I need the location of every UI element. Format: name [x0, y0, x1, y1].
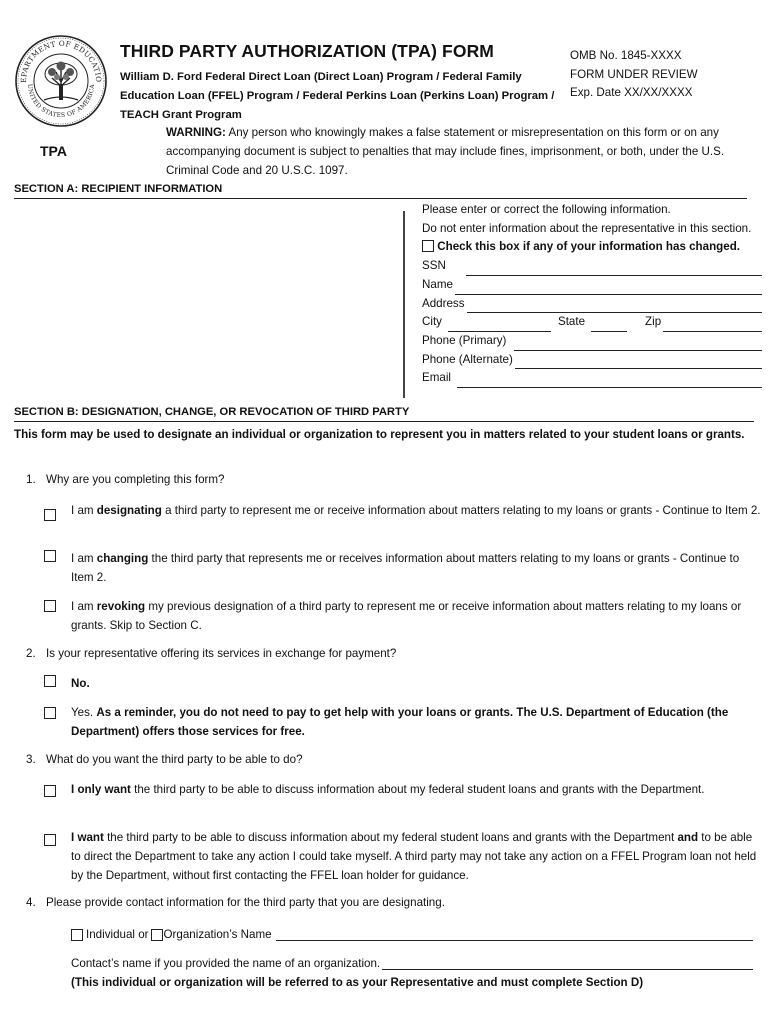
q3-opt2-keyword: I want [71, 831, 104, 844]
warning-text [166, 123, 756, 180]
question-4 [26, 896, 445, 909]
zip-input[interactable] [663, 319, 762, 332]
department-seal [14, 34, 108, 128]
organization-name-label: Organization’s Name [163, 928, 272, 941]
recipient-instruction-1: Please enter or correct the following information. [422, 203, 671, 216]
city-label: City [422, 315, 442, 329]
section-b-intro: This form may be used to designate an individual or organization to represent you in matters related to your student loans or grants. [14, 428, 745, 441]
section-a-rule [14, 198, 747, 199]
q1-opt1-keyword: designating [96, 504, 162, 517]
info-changed-checkbox[interactable] [422, 240, 434, 252]
q1-revoking-label [71, 597, 761, 635]
q2-yes-label [71, 703, 761, 741]
q2-no-label: No. [71, 677, 90, 690]
q1-revoking-checkbox[interactable] [44, 600, 56, 612]
city-input[interactable] [448, 319, 551, 332]
form-code: TPA [40, 143, 67, 159]
form-status: FORM UNDER REVIEW [570, 67, 698, 81]
q1-designating-checkbox[interactable] [44, 509, 56, 521]
q3-discuss-only-label [71, 780, 761, 799]
q1-opt3-keyword: revoking [96, 600, 146, 613]
q1-opt1-rest: a third party to represent me or receive information about matters relating to my loans or grants - Continue to Item 2. [161, 504, 761, 517]
info-changed-row [422, 238, 762, 257]
question-1 [26, 473, 225, 486]
name-label: Name [422, 277, 453, 291]
q3-discuss-and-act-checkbox[interactable] [44, 834, 56, 846]
question-2 [26, 647, 396, 660]
omb-number: OMB No. 1845-XXXX [570, 49, 682, 62]
phone-alternate-row [422, 351, 762, 370]
phone-primary-input[interactable] [514, 338, 762, 351]
q1-opt1-prefix: I am [71, 504, 97, 517]
ssn-input[interactable] [466, 263, 762, 276]
q1-changing-checkbox[interactable] [44, 550, 56, 562]
organization-checkbox[interactable] [151, 929, 163, 941]
individual-checkbox[interactable] [71, 929, 83, 941]
name-field-row [422, 276, 762, 295]
q2-no-checkbox[interactable] [44, 675, 56, 687]
email-input[interactable] [457, 375, 762, 388]
expiration-date: Exp. Date XX/XX/XXXX [570, 86, 693, 99]
svg-text:DEPARTMENT OF EDUCATION: EPARTMENT OF EDUCATIO [18, 38, 104, 84]
q1-opt2-prefix: I am [71, 552, 97, 565]
representative-name-row [71, 928, 753, 941]
question-1-number: 1. [26, 473, 36, 486]
recipient-info-block [422, 201, 762, 388]
q2-yes-prefix: Yes. [71, 706, 97, 719]
warning-body: Any person who knowingly makes a false statement or misrepresentation on this form or on any accompanying document is subject to penalties that may include fines, imprisonment, or both, under the U.S. Criminal Code and 20 U.S.C. 1097. [166, 126, 725, 177]
state-input[interactable] [591, 319, 627, 332]
q3-opt2-and: and [677, 831, 699, 844]
name-input[interactable] [455, 282, 762, 295]
q1-opt2-rest: the third party that represents me or receives information about matters relating to my loans or grants - Continue to Item 2. [71, 552, 740, 584]
question-3-number: 3. [26, 753, 36, 766]
q3-opt2-part2: to be able to direct the Department to take any action I could take myself. A third party may not take any action on a FFEL Program loan not held by the Department, without first contacting the FFEL loan holder for guidance. [71, 831, 757, 882]
svg-text:UNITED STATES OF AMERICA: UNITED STATES OF AMERICA [25, 83, 97, 120]
email-label: Email [422, 371, 451, 385]
contact-name-input[interactable] [382, 957, 753, 970]
question-3-text: What do you want the third party to be able to do? [46, 753, 303, 766]
question-2-number: 2. [26, 647, 36, 660]
warning-label: WARNING: [166, 126, 226, 139]
contact-name-label: Contact’s name if you provided the name of an organization. [71, 957, 381, 970]
q3-opt2-part1: the third party to be able to discuss information about my federal student loans and grants with the Department [103, 831, 678, 844]
q3-opt1-rest: the third party to be able to discuss information about my federal student loans and grants with the Department. [130, 783, 705, 796]
q1-designating-label [71, 501, 761, 520]
phone-primary-label: Phone (Primary) [422, 333, 507, 347]
form-title: THIRD PARTY AUTHORIZATION (TPA) FORM [120, 41, 494, 61]
question-4-text: Please provide contact information for the third party that you are designating. [46, 896, 445, 909]
ssn-label: SSN [422, 259, 446, 273]
ssn-field-row [422, 257, 762, 276]
phone-alternate-label: Phone (Alternate) [422, 352, 513, 366]
question-4-number: 4. [26, 896, 36, 909]
q2-yes-reminder: As a reminder, you do not need to pay to get help with your loans or grants. The U.S. Department of Education (the Department) offers those services for free. [71, 706, 729, 738]
question-2-text: Is your representative offering its services in exchange for payment? [46, 647, 397, 660]
q3-opt1-keyword: I only want [71, 783, 131, 796]
q1-opt3-rest: my previous designation of a third party to represent me or receive information about matters relating to my loans or grants. Skip to Section C. [71, 600, 742, 632]
phone-alternate-input[interactable] [515, 356, 762, 369]
q1-opt2-keyword: changing [96, 552, 149, 565]
phone-primary-row [422, 332, 762, 351]
email-field-row [422, 369, 762, 388]
omb-block [570, 47, 698, 103]
recipient-instruction-2: Do not enter information about the representative in this section. [422, 221, 752, 235]
info-changed-label: Check this box if any of your information has changed. [437, 240, 741, 254]
address-field-row [422, 295, 762, 314]
question-1-text: Why are you completing this form? [46, 473, 225, 486]
q1-opt3-prefix: I am [71, 600, 97, 613]
representative-note: (This individual or organization will be referred to as your Representative and must complete Section D) [71, 976, 644, 989]
q3-discuss-and-act-label [71, 828, 761, 885]
state-label: State [557, 315, 586, 329]
section-a-divider [403, 211, 405, 398]
section-a-heading: SECTION A: RECIPIENT INFORMATION [14, 183, 223, 195]
contact-name-row [71, 957, 753, 970]
address-label: Address [422, 296, 465, 310]
individual-label: Individual or [86, 928, 149, 941]
city-state-zip-row [422, 313, 762, 332]
section-b-rule [14, 421, 754, 422]
program-subtitle: William D. Ford Federal Direct Loan (Direct Loan) Program / Federal Family Education Loan (FFEL) Program / Federal Perkins Loan (Perkins Loan) Program / TEACH Grant Program [120, 71, 555, 121]
question-3 [26, 753, 303, 766]
q2-yes-checkbox[interactable] [44, 707, 56, 719]
address-input[interactable] [467, 300, 762, 313]
q1-changing-label [71, 549, 761, 587]
representative-name-input[interactable] [276, 928, 753, 941]
q3-discuss-only-checkbox[interactable] [44, 785, 56, 797]
section-b-heading: SECTION B: DESIGNATION, CHANGE, OR REVOCATION OF THIRD PARTY [14, 406, 410, 418]
zip-label: Zip [645, 315, 662, 329]
